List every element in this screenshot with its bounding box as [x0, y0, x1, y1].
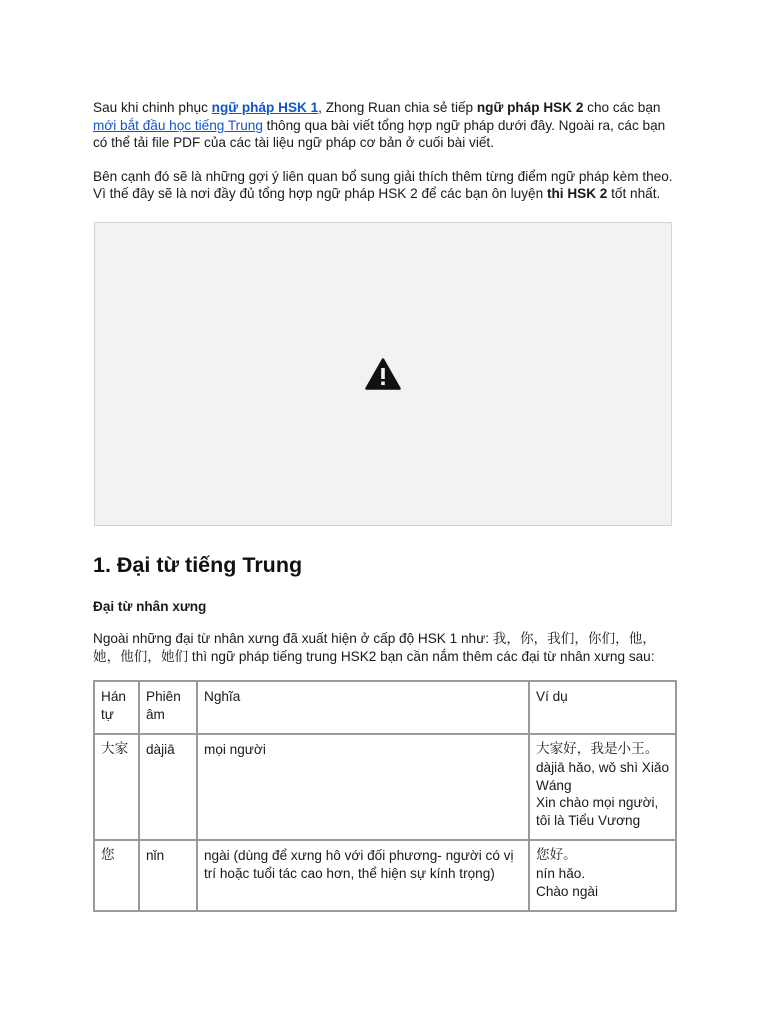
subsection-heading: Đại từ nhân xưng [93, 598, 207, 614]
example-pinyin: nín hǎo. [536, 865, 586, 881]
table-row [94, 840, 676, 911]
warning-icon [365, 358, 401, 390]
cell-meaning: ngài (dùng để xưng hô với đối phương- người có vị trí hoặc tuổi tác cao hơn, thể hiện sự kính trọng) [197, 840, 529, 911]
cell-pinyin: dàjiā [139, 734, 197, 840]
intro-p2-text-2: tốt nhất. [607, 186, 661, 202]
header-meaning: Nghĩa [197, 681, 529, 734]
example-pinyin: dàjiā hǎo, wǒ shì Xiǎo Wáng [536, 759, 670, 793]
intro-p2-text-1: Bên cạnh đó sẽ là những gợi ý liên quan bổ sung giải thích thêm từng điểm ngữ pháp kèm theo. Vì thế đây sẽ là nơi đầy đủ tổng hợp ngữ pháp HSK 2 để các bạn ôn luyện [93, 168, 673, 202]
intro-paragraph-2 [93, 168, 675, 203]
cell-example [529, 734, 676, 840]
example-hanzi: 您好。 [536, 847, 577, 864]
cell-pinyin: nǐn [139, 840, 197, 911]
example-translation: Chào ngài [536, 883, 598, 899]
header-pinyin: Phiên âm [139, 681, 197, 734]
broken-image-placeholder [94, 222, 672, 526]
hsk1-grammar-link[interactable]: ngữ pháp HSK 1 [211, 100, 319, 115]
cell-hanzi: 您 [94, 840, 139, 911]
intro-p1-text-1: Sau khi chinh phục [93, 100, 212, 115]
intro-p1-text-3: cho các bạn [583, 100, 661, 115]
hsk2-exam-bold: thi HSK 2 [546, 186, 608, 202]
example-translation: Xin chào mọi người, tôi là Tiểu Vương [536, 795, 659, 828]
intro-p1-text-4: thông qua bài viết tổng hợp ngữ pháp dưới đây. Ngoài ra, các bạn có thể tải file PDF của các tài liệu ngữ pháp cơ bản ở cuối bài viết. [93, 117, 666, 151]
hsk2-grammar-bold: ngữ pháp HSK 2 [476, 100, 584, 115]
cell-meaning: mọi người [197, 734, 529, 840]
document-page [93, 99, 675, 912]
example-hanzi: 大家好，我是小王。 [536, 741, 659, 758]
header-example: Ví dụ [529, 681, 676, 734]
section-heading: 1. Đại từ tiếng Trung [93, 552, 303, 577]
table-row [94, 734, 676, 840]
table-header-row [94, 681, 676, 734]
pronoun-table [93, 680, 677, 912]
cell-hanzi: 大家 [94, 734, 139, 840]
pronoun-intro: Ngoài những đại từ nhân xưng đã xuất hiện ở cấp độ HSK 1 như: 我，你，我们，你们，他，她，他们，她们 thì ngữ pháp tiếng trung HSK2 bạn cần nắm thêm các đại từ nhân xưng sau: [93, 630, 656, 664]
intro-paragraph-1 [93, 99, 675, 152]
header-hanzi: Hán tự [94, 681, 139, 734]
cell-example [529, 840, 676, 911]
beginner-chinese-link[interactable]: mới bắt đầu học tiếng Trung [93, 117, 263, 133]
intro-p1-text-2: , Zhong Ruan chia sẻ tiếp [318, 100, 477, 115]
